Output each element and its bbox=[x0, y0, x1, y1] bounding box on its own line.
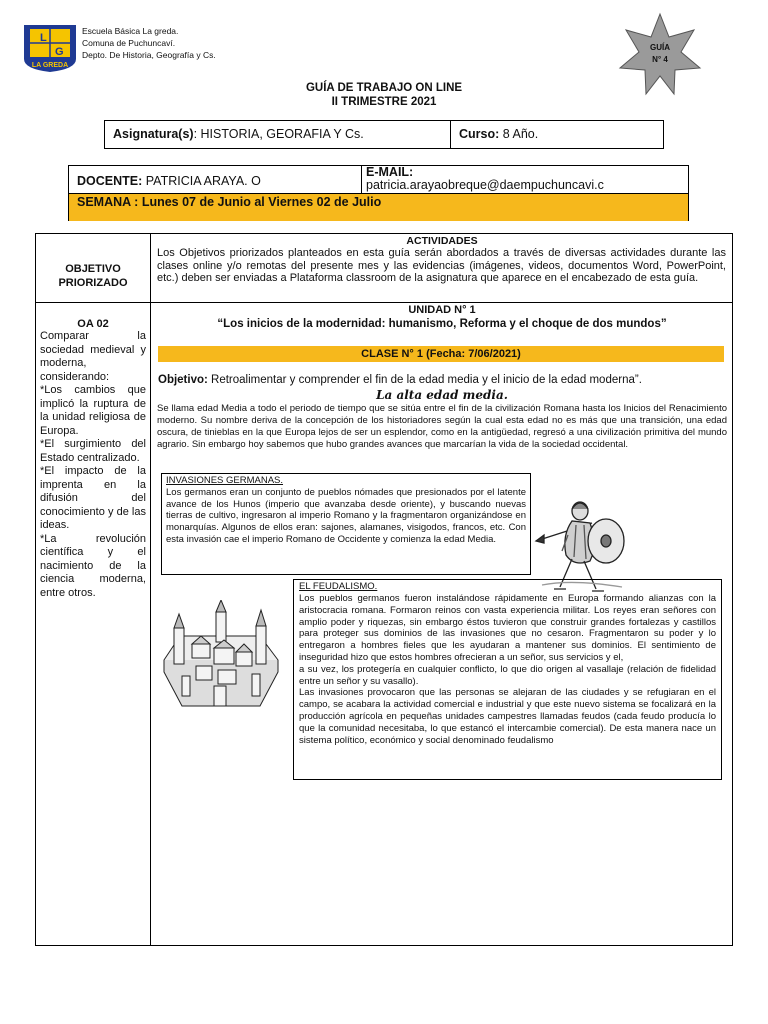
logo-letter-g: G bbox=[55, 46, 64, 58]
docente-label: DOCENTE: bbox=[77, 174, 143, 188]
teacher-box bbox=[68, 165, 689, 221]
feudalismo-title: EL FEUDALISMO. bbox=[299, 581, 378, 592]
oa-item: *El impacto de la imprenta en la difusión del conocimiento y de las ideas. bbox=[40, 465, 146, 531]
logo-letter-l: L bbox=[40, 32, 47, 44]
unit-title: UNIDAD N° 1 bbox=[408, 304, 476, 316]
table-divider bbox=[150, 233, 151, 946]
feudalismo-box bbox=[293, 579, 722, 780]
oa-list bbox=[40, 330, 146, 600]
feudalismo-text-3: Las invasiones provocaron que las personas se alejaran de las ciudades y se refugiaran en el campo, se acabara la actividad comercial e industrial y que este nuevo sistema se focalizará en la producción agrícola en pequeñas unidades campestres llamadas feudos (cada feudo producía lo que la comunidad necesitaba, lo que estancó el intercambie comercial). De esta manera nace un sistema político, económico y social denominado feudalismo bbox=[299, 687, 716, 746]
curso-value: 8 Año. bbox=[502, 127, 539, 141]
subject-box bbox=[104, 120, 664, 149]
unit-subtitle: “Los inicios de la modernidad: humanismo, Reforma y el choque de dos mundos” bbox=[217, 318, 667, 330]
school-logo bbox=[22, 23, 78, 73]
objective bbox=[158, 374, 728, 386]
invasiones-box bbox=[161, 473, 531, 575]
oa-item: Comparar la sociedad medieval y moderna, considerando: bbox=[40, 330, 146, 383]
oa-item: *Los cambios que implicó la ruptura de la unidad religiosa de Europa. bbox=[40, 384, 146, 437]
invasiones-title: INVASIONES GERMANAS. bbox=[166, 475, 284, 486]
table-rule bbox=[35, 302, 151, 303]
invasiones-text: Los germanos eran un conjunto de pueblos nómades que presionados por el latente avance de los Hunos (imperio que avanzaba desde oriente), y buscando nuevas tierras de cultivo, ingresaron al imperio Romano y la fragmentaron organizándose en monarquías. Algunos de ellos eran: sajones, alamanes, visigodos, francos, etc. Con esta invasión cae el imperio Romano de Occidente y comienza la edad Media. bbox=[166, 487, 526, 545]
asignatura-value: : HISTORIA, GEORAFIA Y Cs. bbox=[193, 127, 364, 141]
oa-item: *La revolución científica y el nacimiento de la ciencia moderna, entre otros. bbox=[40, 532, 146, 599]
feudalismo-text-2: a su vez, los protegería en cualquier conflicto, lo que dio origen al vasallaje (relación de fidelidad entre un señor y su vasallo). bbox=[299, 663, 716, 687]
curso-label: Curso: bbox=[459, 127, 500, 141]
email-value[interactable]: patricia.arayaobreque@daempuchuncavi.c bbox=[366, 178, 604, 192]
doc-title: GUÍA DE TRABAJO ON LINE bbox=[305, 82, 463, 94]
badge-line2: N° 4 bbox=[652, 55, 668, 64]
school-department: Depto. De Historia, Geografía y Cs. bbox=[82, 50, 216, 60]
objective-label: Objetivo: bbox=[158, 374, 208, 386]
docente-value: PATRICIA ARAYA. O bbox=[145, 174, 261, 188]
logo-band: LA GREDA bbox=[31, 62, 69, 69]
actividades-header: ACTIVIDADES bbox=[406, 235, 478, 247]
alta-edad-media-text: Se llama edad Media a todo el periodo de tiempo que se sitúa entre el fin de la civilización Romana hasta los Inicios del Renacimiento moderno. Su nombre deriva de la concepción de los historiadores según la cual esta edad no es más que una transición, una edad oscura, de tinieblas en la que Europa lejos de ser un esplendor, como en la antigüedad, regresó a una civilización primitiva del mundo agrario. Sin embargo hoy sabemos que hubo grandes avances que marcarían la vida de la sociedad occidental. bbox=[157, 403, 727, 450]
doc-subtitle: II TRIMESTRE 2021 bbox=[331, 96, 437, 108]
school-commune: Comuna de Puchuncaví. bbox=[82, 38, 176, 48]
school-name: Escuela Básica La greda. bbox=[82, 26, 179, 36]
objetivo-header: OBJETIVO PRIORIZADO bbox=[58, 263, 128, 289]
actividades-text: Los Objetivos priorizados planteados en esta guía serán abordados a través de diversas actividades durante las clases online y/o remotas del presente mes y las evidencias (imágenes, videos, documentos Word, PowerPoint, etc.) deben ser enviadas a Plataforma classroom de la asignatura que aparece en el encabezado de esta guía. bbox=[157, 247, 726, 284]
oa-item: *El surgimiento del Estado centralizado. bbox=[40, 438, 146, 464]
class-banner: CLASE N° 1 (Fecha: 7/06/2021) bbox=[158, 346, 724, 362]
email-label: E-MAIL: bbox=[366, 166, 414, 179]
walled-city-illustration bbox=[156, 600, 286, 710]
badge-line1: GUÍA bbox=[650, 43, 670, 52]
oa-title: OA 02 bbox=[77, 318, 109, 330]
feudalismo-text-1: Los pueblos germanos fueron instalándose rápidamente en Europa formando alianzas con la aristocracia romana. Formaron reinos con vasta experiencia militar. Los reyes eran señores con amplio poder y riquezas, sin embargo éstos tuvieron que construir grandes fortalezas y castillos para proteger sus dominios de las invasiones que no cesaron. Fragmentaron su poder y lo entregaron a hombres fieles que les ayudaran a mantener sus dominios. El sentimiento de inseguridad hizo que estos hombres ofrecieran a un señor, sus servicios y el, bbox=[299, 593, 716, 663]
table-rule bbox=[151, 302, 733, 303]
section-title-alta-edad-media: La alta edad media. bbox=[376, 388, 508, 402]
asignatura-label: Asignatura(s) bbox=[113, 127, 194, 141]
week-range: SEMANA : Lunes 07 de Junio al Viernes 02 de Julio bbox=[69, 193, 688, 221]
school-info bbox=[82, 25, 216, 61]
objective-text: Retroalimentar y comprender el fin de la edad media y el inicio de la edad moderna”. bbox=[207, 374, 642, 386]
